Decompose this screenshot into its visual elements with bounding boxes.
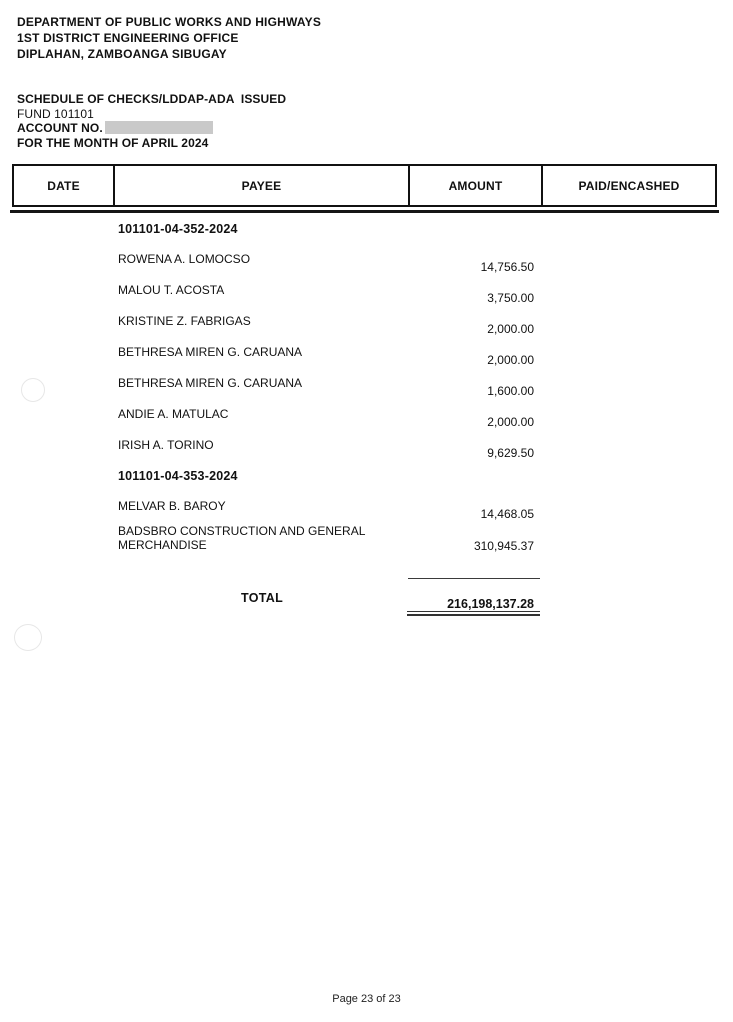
column-header-paid-encashed: PAID/ENCASHED xyxy=(578,178,680,193)
section-code: 101101-04-353-2024 xyxy=(118,469,238,483)
table-header-rule xyxy=(10,210,719,213)
amount-value: 310,945.37 xyxy=(473,539,534,553)
letterhead-line-2: 1ST DISTRICT ENGINEERING OFFICE xyxy=(17,31,239,45)
payee-name: IRISH A. TORINO xyxy=(118,438,214,452)
table-body xyxy=(118,216,540,578)
table-row xyxy=(118,407,540,438)
account-label: ACCOUNT NO. xyxy=(17,121,103,135)
column-header-amount: AMOUNT xyxy=(410,166,543,205)
account-line xyxy=(17,121,286,136)
payee-name: ANDIE A. MATULAC xyxy=(118,407,229,421)
letterhead xyxy=(17,14,321,62)
scan-artifact-circle xyxy=(21,378,45,402)
page-number: Page 23 of 23 xyxy=(332,993,401,1005)
table-row xyxy=(118,252,540,283)
column-header-date: DATE xyxy=(14,166,115,205)
payee-name: ROWENA A. LOMOCSO xyxy=(118,252,251,266)
amount-value: 14,756.50 xyxy=(480,260,534,274)
amount-value: 2,000.00 xyxy=(487,322,534,336)
payee-name: BADSBRO CONSTRUCTION AND GENERAL MERCHANDISE xyxy=(118,524,365,552)
total-value: 216,198,137.28 xyxy=(447,597,534,611)
total-label: TOTAL xyxy=(241,591,284,605)
payee-name: MELVAR B. BAROY xyxy=(118,499,226,513)
total-double-rule xyxy=(407,611,540,616)
amount-value: 2,000.00 xyxy=(487,353,534,367)
payee-name: BETHRESA MIREN G. CARUANA xyxy=(118,376,303,390)
table-row xyxy=(118,283,540,314)
payee-name: BETHRESA MIREN G. CARUANA xyxy=(118,345,303,359)
account-number-redacted xyxy=(105,121,213,134)
schedule-block xyxy=(17,92,286,150)
payee-name: KRISTINE Z. FABRIGAS xyxy=(118,314,251,328)
fund-line: FUND 101101 xyxy=(17,106,94,121)
section-code: 101101-04-352-2024 xyxy=(118,222,238,236)
amount-value: 9,629.50 xyxy=(487,446,534,460)
amount-value: 2,000.00 xyxy=(487,415,534,429)
scan-artifact-circle xyxy=(14,624,42,651)
table-row xyxy=(118,376,540,407)
table-row xyxy=(118,314,540,345)
month-line: FOR THE MONTH OF APRIL 2024 xyxy=(17,135,209,150)
payee-name: MALOU T. ACOSTA xyxy=(118,283,225,297)
table-header xyxy=(12,164,717,207)
total-top-rule xyxy=(408,578,540,579)
schedule-title: SCHEDULE OF CHECKS/LDDAP-ADA ISSUED xyxy=(17,92,287,106)
table-row xyxy=(118,345,540,376)
amount-value: 14,468.05 xyxy=(480,507,534,521)
column-header-payee: PAYEE xyxy=(115,166,410,205)
amount-value: 3,750.00 xyxy=(487,291,534,305)
letterhead-line-1: DEPARTMENT OF PUBLIC WORKS AND HIGHWAYS xyxy=(17,15,322,29)
table-row xyxy=(118,438,540,469)
letterhead-line-3: DIPLAHAN, ZAMBOANGA SIBUGAY xyxy=(17,47,227,61)
amount-value: 1,600.00 xyxy=(487,384,534,398)
table-row xyxy=(118,524,540,578)
table-row xyxy=(118,499,540,524)
